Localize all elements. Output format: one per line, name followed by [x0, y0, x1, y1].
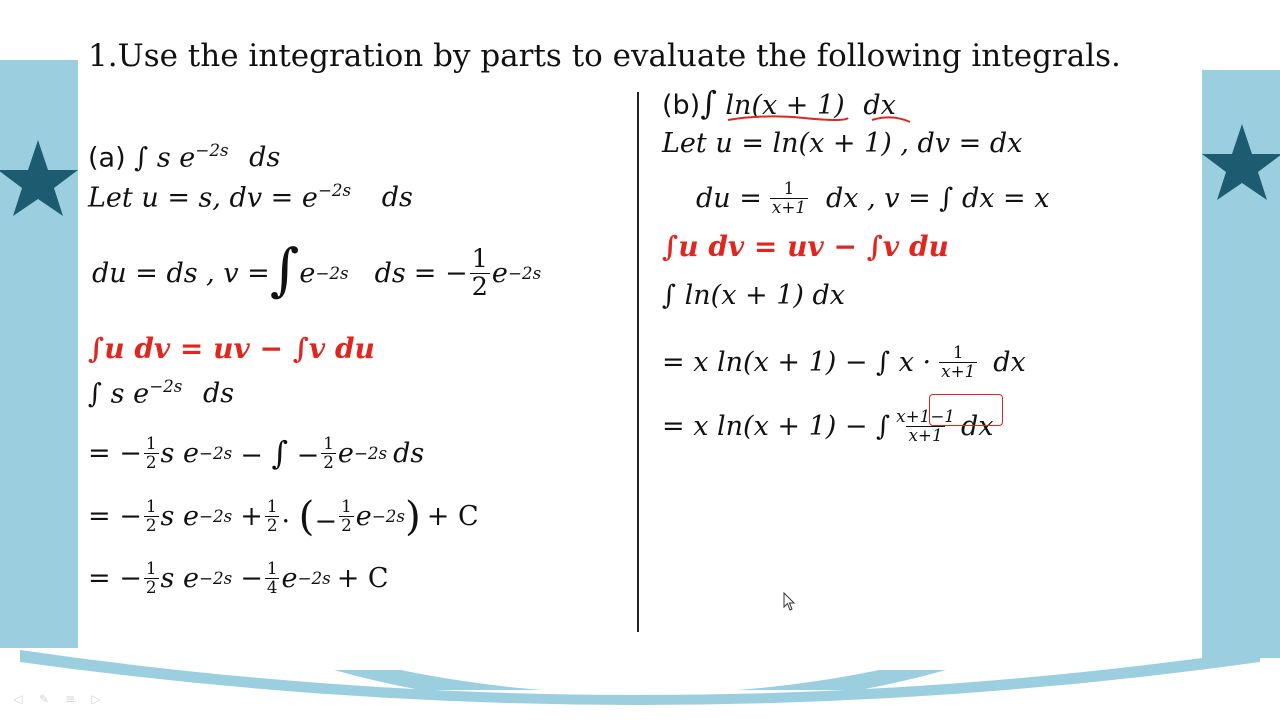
part-a-exponent: −2s	[195, 140, 229, 160]
step2-exp: −2s	[198, 506, 233, 526]
half-fraction	[470, 243, 490, 302]
red-underline-mark	[724, 112, 914, 126]
part-a-restate-text: ∫ s e	[88, 378, 150, 410]
step2-fracc-den: 2	[341, 514, 352, 535]
step2-eq: = −	[88, 500, 142, 532]
mouse-cursor-icon	[783, 592, 797, 612]
equals-minus: = −	[413, 257, 468, 289]
part-a-restate-exp: −2s	[149, 376, 183, 396]
part-a-v-result-exp: −2s	[507, 263, 542, 283]
step2-frac-num: 1	[145, 495, 157, 516]
integral-sign: ∫	[269, 237, 300, 303]
step3-frac-den: 2	[145, 576, 157, 597]
part-b-du-line	[696, 170, 1049, 226]
part-a-v-exponent: −2s	[315, 263, 349, 283]
menu-icon[interactable]: ≡	[64, 692, 76, 706]
previous-slide-icon[interactable]: ◁	[13, 692, 23, 706]
step1-se: s e	[160, 437, 199, 469]
half-num: 1	[471, 243, 488, 274]
presentation-toolbar[interactable]	[10, 692, 104, 706]
part-a-v-result-e: e	[491, 257, 508, 289]
part-a-formula: ∫u dv = uv − ∫v du	[88, 332, 375, 365]
part-b-du-frac	[770, 177, 808, 217]
step3-frac-b	[265, 557, 280, 597]
part-a-let-line	[88, 180, 413, 213]
part-b-step1-frac-den: x+1	[941, 360, 976, 381]
step1-frac2-num: 1	[323, 432, 334, 453]
step2-close: )	[404, 492, 421, 540]
step3-minus: −	[240, 562, 263, 594]
part-b-dx: dx	[863, 90, 896, 121]
step2-frac-b	[265, 495, 280, 535]
pen-icon[interactable]: ✎	[38, 692, 50, 706]
step3-eq: = −	[88, 562, 142, 594]
step3-c: + C	[336, 562, 389, 594]
half-den: 2	[471, 271, 488, 302]
step2-e: e	[355, 500, 372, 532]
part-a-du-text: du = ds , v =	[92, 257, 270, 289]
part-a-problem	[88, 140, 280, 173]
step3-se: s e	[160, 562, 199, 594]
part-b-step2-frac-num: x+1−1	[896, 405, 955, 426]
step2-plus: +	[240, 500, 263, 532]
part-b-step2-head: = x ln(x + 1) − ∫	[662, 410, 891, 442]
part-b-step-1	[662, 334, 1026, 390]
part-b-du-frac-num: 1	[783, 177, 795, 198]
step2-fracb-num: 1	[266, 495, 278, 516]
part-b-formula: ∫u dv = uv − ∫v du	[662, 230, 949, 263]
step2-fracb-den: 2	[266, 514, 278, 535]
step2-frac-c	[339, 495, 354, 535]
step3-fracb-num: 1	[266, 557, 278, 578]
part-a-du-line	[92, 238, 541, 308]
part-b-step1-frac	[939, 341, 977, 381]
part-a-label: (a)	[88, 142, 126, 174]
part-a-v-e: e	[299, 257, 316, 289]
part-b-step2-dx: dx	[960, 410, 994, 442]
step1-exp: −2s	[198, 443, 233, 463]
step2-fracc-num: 1	[341, 495, 352, 516]
step1-frac-2	[321, 432, 336, 472]
part-a-let-text: Let u = s, dv = e	[88, 182, 318, 214]
step2-c: + C	[426, 500, 479, 532]
step2-exp-2: −2s	[371, 506, 405, 526]
red-highlight-box	[929, 394, 1003, 426]
step1-ds: ds	[393, 437, 425, 469]
step2-frac-den: 2	[145, 514, 157, 535]
part-a-let-ds: ds	[381, 182, 413, 214]
part-b-step1-dx: dx	[993, 346, 1026, 378]
step3-fracb-den: 4	[266, 576, 278, 597]
step2-se: s e	[160, 500, 199, 532]
step1-minus-int: − ∫ −	[240, 434, 320, 472]
step2-dot-paren: · (−	[281, 492, 338, 540]
part-a-step-2	[88, 490, 479, 542]
integral-sign: ∫	[700, 84, 717, 122]
part-a-restate	[88, 376, 234, 409]
step1-frac-num: 1	[145, 432, 157, 453]
part-a-step-1	[88, 428, 424, 478]
part-a-restate-ds: ds	[202, 378, 235, 410]
part-a-step-3	[88, 552, 389, 604]
step3-exp: −2s	[198, 568, 233, 588]
part-b-du-frac-den: x+1	[771, 196, 806, 217]
step2-frac	[144, 495, 159, 535]
part-b-du-tail: dx , v = ∫ dx = x	[826, 182, 1050, 214]
step1-frac-den: 2	[145, 451, 157, 472]
part-b-label: (b)	[662, 90, 701, 121]
part-b-step1-head: = x ln(x + 1) − ∫ x ·	[662, 346, 932, 378]
step3-frac	[144, 557, 159, 597]
part-b-integrand: ln(x + 1)	[725, 90, 845, 121]
part-a-let-exponent: −2s	[317, 180, 352, 200]
step1-eq: = −	[88, 437, 142, 469]
part-b-restate: ∫ ln(x + 1) dx	[662, 280, 846, 311]
step1-frac2-den: 2	[323, 451, 334, 472]
part-b-step2-frac-den: x+1	[908, 424, 943, 445]
part-b-step1-frac-num: 1	[952, 341, 964, 362]
column-divider	[637, 92, 639, 632]
part-b-let-line: Let u = ln(x + 1) , dv = dx	[662, 128, 1023, 159]
next-slide-icon[interactable]: ▷	[91, 692, 101, 706]
step3-frac-num: 1	[145, 557, 157, 578]
step3-exp-2: −2s	[297, 568, 331, 588]
step1-frac	[144, 432, 159, 472]
step3-e: e	[281, 562, 298, 594]
step1-e: e	[337, 437, 354, 469]
part-b-du-text: du =	[696, 182, 762, 214]
part-a-v-ds: ds	[374, 257, 406, 289]
page-title: 1.Use the integration by parts to evaluate the following integrals.	[88, 38, 1121, 74]
step1-exp-2: −2s	[353, 443, 388, 463]
part-a-integral: ∫ s e	[134, 142, 196, 174]
part-a-ds: ds	[249, 142, 281, 174]
